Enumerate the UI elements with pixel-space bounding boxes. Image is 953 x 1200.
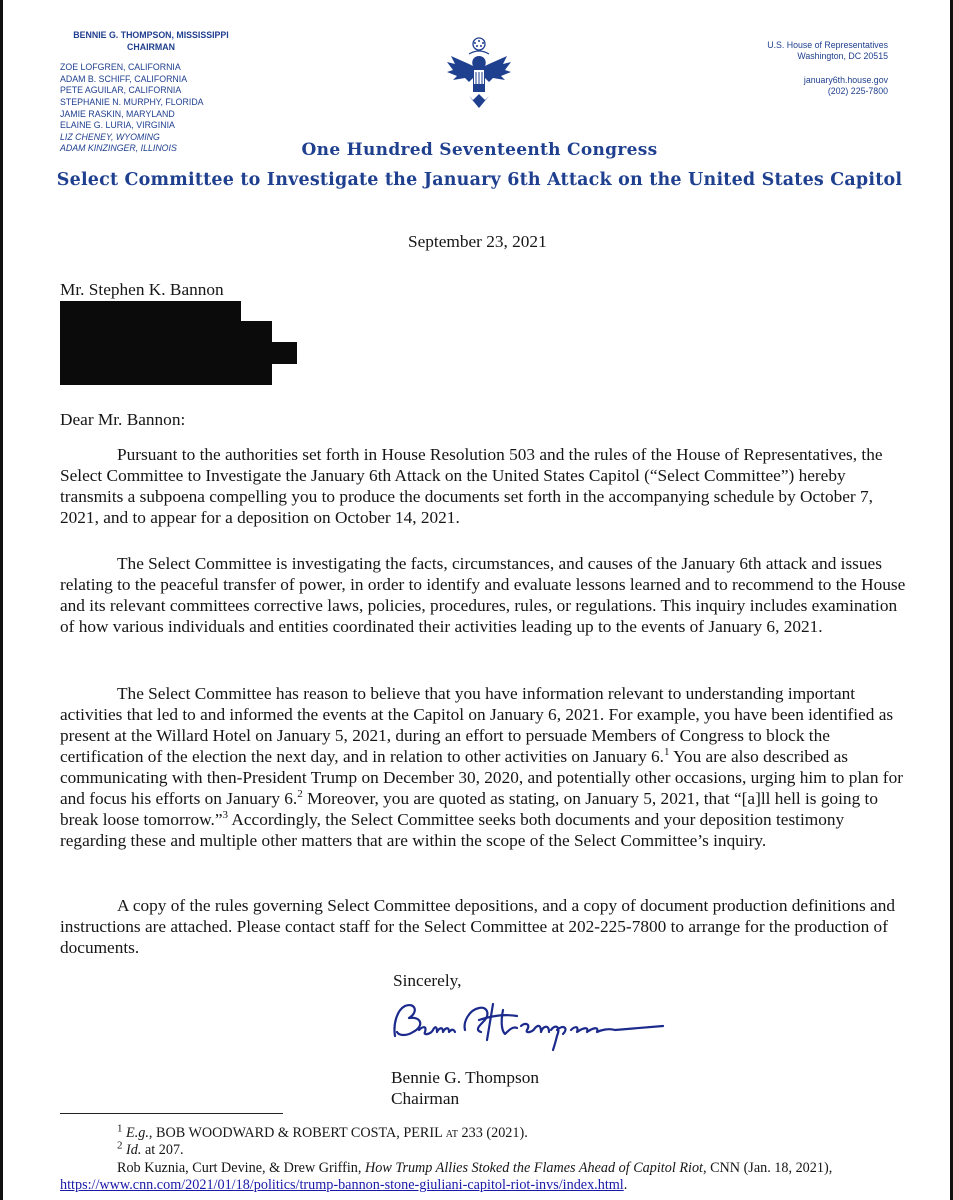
- chairman-name: BENNIE G. THOMPSON, MISSISSIPPI: [73, 30, 229, 40]
- footnote-signal: E.g.: [126, 1125, 149, 1141]
- member-item: ADAM B. SCHIFF, CALIFORNIA: [60, 73, 188, 84]
- footnote-text: at 207.: [141, 1142, 184, 1159]
- redacted-address-block: [241, 321, 272, 385]
- website-text: january6th.house.gov: [803, 74, 888, 85]
- paragraph: The Select Committee is investigating the facts, circumstances, and causes of the January 6th attack and issues relating to the peaceful transfer of power, in order to identify and evaluate lessons learned and to recommend to the House and its relevant committees corrective laws, policies, procedures, rules, or regulations. This inquiry includes examination of how various individuals and entities coordinated their activities leading up to the events of January 6, 2021.: [60, 554, 906, 636]
- chairman-title: CHAIRMAN: [127, 41, 175, 52]
- chairman-block: [60, 30, 242, 53]
- footnotes: [60, 1122, 920, 1195]
- member-item: PETE AGUILAR, CALIFORNIA: [60, 85, 182, 96]
- footnote-article-title: How Trump Allies Stoked the Flames Ahead of Capitol Riot: [364, 1159, 703, 1176]
- member-item: ELAINE G. LURIA, VIRGINIA: [60, 120, 175, 131]
- handwritten-signature: [383, 996, 673, 1052]
- paragraph: A copy of the rules governing Select Committee depositions, and a copy of document production definitions and instructions are attached. Please contact staff for the Select Committee at 202-225-7800 to arrange for the production of documents.: [60, 896, 895, 957]
- congress-heading: One Hundred Seventeenth Congress: [301, 140, 658, 160]
- footnote-link[interactable]: https://www.cnn.com/2021/01/18/politics/trump-bannon-stone-giuliani-capitol-riot-invs/index.html: [60, 1177, 624, 1194]
- committee-heading: Select Committee to Investigate the January 6th Attack on the United States Capitol: [56, 170, 903, 190]
- member-item: ZOE LOFGREN, CALIFORNIA: [60, 62, 181, 73]
- footnote-ref: 3: [222, 809, 229, 822]
- footnote-signal: Id.: [126, 1142, 142, 1159]
- house-seal-icon: [439, 34, 519, 114]
- member-item: STEPHANIE N. MURPHY, FLORIDA: [60, 96, 204, 107]
- footnote-text: , BOB WOODWARD & ROBERT COSTA, PERIL at 233 (2021).: [148, 1125, 528, 1141]
- paragraph-text: Accordingly, the Select Committee seeks both documents and your deposition testimony regarding these and multiple other matters that are within the scope of the Select Committee’s inquiry.: [60, 810, 845, 850]
- closing: Sincerely,: [393, 971, 462, 990]
- paragraph-text: The Select Committee has reason to believe that you have information relevant to understanding important activities that led to and informed the events at the Capitol on January 6, 2021. For example, you have been identified as present at the Willard Hotel on January 5, 2021, during an effort to persuade Members of Congress to block the certification of the election the next day, and in relation to other activities on January 6.: [60, 684, 894, 766]
- member-item: ADAM KINZINGER, ILLINOIS: [60, 143, 177, 154]
- signer-title: Chairman: [391, 1089, 460, 1108]
- signer-name: Bennie G. Thompson: [391, 1068, 540, 1087]
- phone-text: (202) 225-7800: [827, 86, 888, 97]
- footnote-text: Rob Kuznia, Curt Devine, & Drew Griffin,: [117, 1159, 365, 1176]
- footnote-ref: 2: [297, 788, 303, 801]
- member-item: JAMIE RASKIN, MARYLAND: [60, 108, 175, 119]
- footnote-1: [60, 1122, 920, 1142]
- letter-date: September 23, 2021: [408, 232, 547, 251]
- footnote-divider: [60, 1113, 283, 1114]
- paragraph-text: Moreover, you are quoted as stating, on January 5, 2021, that “[a]ll hell is going to break loose tomorrow.”: [60, 789, 878, 829]
- salutation: Dear Mr. Bannon:: [60, 410, 186, 429]
- footnote-text: , CNN (Jan. 18, 2021),: [702, 1159, 833, 1176]
- addressee-name: Mr. Stephen K. Bannon: [60, 280, 224, 299]
- committee-member-list: [60, 30, 242, 155]
- paragraph: Pursuant to the authorities set forth in House Resolution 503 and the rules of the House of Representatives, the Select Committee to Investigate the January 6th Attack on the United States Capitol (“Select Committee”) hereby transmits a subpoena compelling you to produce the documents set forth in the accompanying schedule by October 7, 2021, and to appear for a deposition on October 14, 2021.: [60, 445, 883, 527]
- redacted-address-block: [60, 301, 241, 385]
- footnote-text: .: [623, 1177, 628, 1194]
- footnote-2: [60, 1139, 920, 1159]
- address-line: Washington, DC 20515: [797, 51, 888, 62]
- redacted-address-block: [272, 342, 297, 364]
- footnote-number: 1: [117, 1122, 123, 1135]
- member-item: LIZ CHENEY, WYOMING: [60, 131, 160, 142]
- paragraph: [60, 683, 910, 851]
- footnote-3: [60, 1160, 920, 1195]
- address-line: U.S. House of Representatives: [767, 40, 888, 50]
- committee-address: [767, 40, 888, 98]
- paragraph-text: You are also described as communicating with then-President Trump on December 30, 2020, and potentially other occasions, urging him to plan for and focus his efforts on January 6.: [60, 747, 903, 808]
- footnote-ref: 1: [664, 746, 670, 759]
- footnote-number: 2: [117, 1139, 123, 1152]
